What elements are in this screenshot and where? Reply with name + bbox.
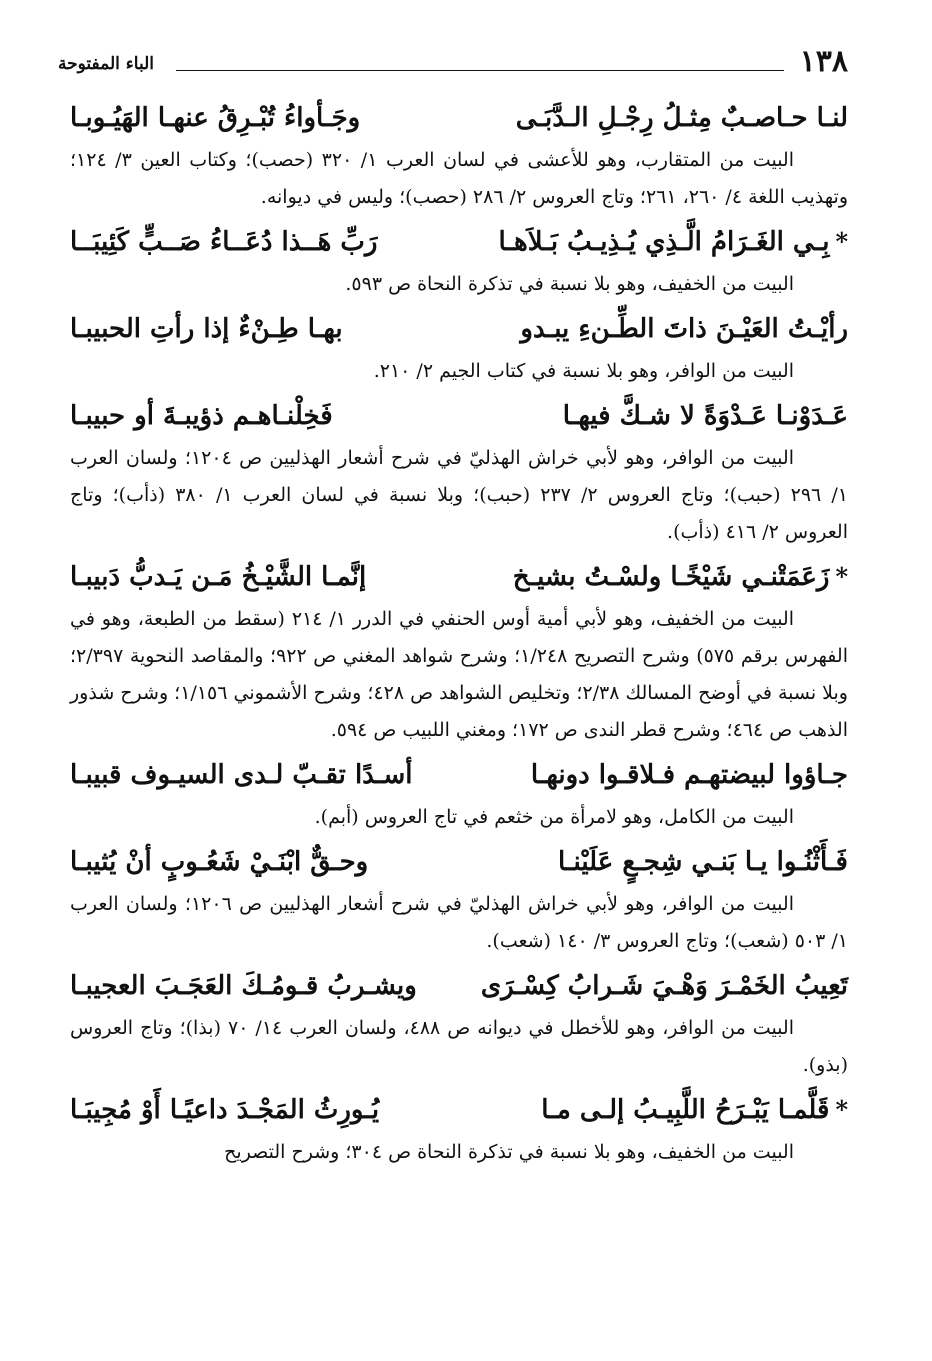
first-hemistich: فَـأَثْنُـوا يـا بَنـي شِجـعٍ عَلَيْنـا <box>557 847 848 877</box>
verse-note: البيت من الوافر، وهو لأبي خراش الهذليّ في شرح أشعار الهذليين ص ١٢٠٦؛ ولسان العرب ١/ ٥٠٣ (شعب)؛ وتاج العروس ٣/ ١٤٠ (شعب). <box>70 893 848 952</box>
first-hemistich: *زَعَمَتْنـي شَيْخًـا ولسْـتُ بشيـخ <box>512 562 848 592</box>
verse-note: البيت من الخفيف، وهو بلا نسبة في تذكرة النحاة ص ٣٠٤؛ وشرح التصريح <box>224 1141 794 1163</box>
verse-note: البيت من المتقارب، وهو للأعشى في لسان العرب ١/ ٣٢٠ (حصب)؛ وكتاب العين ٣/ ١٢٤؛ وتهذيب اللغة ٤/ ٢٦٠، ٢٦١؛ وتاج العروس ٢/ ٢٨٦ (حصب)؛ وليس في ديوانه. <box>70 149 848 208</box>
verse-line <box>70 840 848 886</box>
verse-entry <box>70 96 848 216</box>
verse-line <box>70 753 848 799</box>
verse-line <box>70 555 848 601</box>
verse-note: البيت من الكامل، وهو لامرأة من خثعم في تاج العروس (أبم). <box>314 806 794 828</box>
page-number: ١٣٨ <box>799 44 848 79</box>
first-hemistich: لنـا حـاصـبٌ مِثـلُ رِجْـلِ الـدَّبَـى <box>515 103 848 133</box>
second-hemistich: ويشـربُ قـومُـكَ العَجَـبَ العجيبـا <box>70 971 417 1001</box>
page-body <box>70 96 848 1175</box>
second-hemistich: وحـقٌّ ابْنَـيْ شَعُـوبٍ أنْ يُثيبـا <box>70 847 369 877</box>
verse-note: البيت من الوافر، وهو للأخطل في ديوانه ص ٤٨٨، ولسان العرب ١٤/ ٧٠ (بذا)؛ وتاج العروس (بذو). <box>70 1017 848 1076</box>
verse-note: البيت من الخفيف، وهو بلا نسبة في تذكرة النحاة ص ٥٩٣. <box>345 273 794 295</box>
chapter-title: الباء المفتوحة <box>58 54 154 74</box>
second-hemistich: إنَّمـا الشَّيْـخُ مَـن يَـدبُّ دَبيبـا <box>70 562 367 592</box>
verse-note: البيت من الوافر، وهو بلا نسبة في كتاب الجيم ٢/ ٢١٠. <box>373 360 794 382</box>
second-hemistich: رَبِّ هَــذا دُعَــاءُ صَــبٍّ كَئِيبَــا <box>69 227 378 257</box>
asterisk-marker: * <box>835 227 848 256</box>
verse-entry <box>70 394 848 551</box>
second-hemistich: بهـا طِـنْءٌ إذا رأتِ الحبيبـا <box>69 314 343 344</box>
verse-entry <box>70 753 848 836</box>
header-rule <box>176 70 784 71</box>
verse-note: البيت من الوافر، وهو لأبي خراش الهذليّ في شرح أشعار الهذليين ص ١٢٠٤؛ ولسان العرب ١/ ٢٩٦ (حبب)؛ وتاج العروس ٢/ ٢٣٧ (حبب)؛ وبلا نسبة في لسان العرب ١/ ٣٨٠ (ذأب)؛ وتاج العروس ٢/ ٤١٦ (ذأب). <box>70 447 848 543</box>
first-hemistich: *بِـي الغَـرَامُ الَّـذِي يُـذِيـبُ بَـلاَهـا <box>498 227 848 257</box>
page-header <box>58 44 848 80</box>
verse-entry <box>70 840 848 960</box>
verse-line <box>70 307 848 353</box>
asterisk-marker: * <box>835 1095 848 1124</box>
first-hemistich: تَعِيبُ الخَمْـرَ وَهْـيَ شَـرابُ كِسْـرَى <box>480 971 848 1001</box>
first-hemistich: رأيْـتُ العَيْـنَ ذاتَ الطِّـنءِ يبـدو <box>520 314 848 344</box>
first-hemistich: عَـدَوْنـا عَـدْوَةً لا شـكَّ فيهـا <box>562 401 848 431</box>
second-hemistich: وجَـأواءُ تُبْـرِقُ عنهـا الهَيُـوبـا <box>69 103 361 133</box>
second-hemistich: أسـدًا تقـبّ لـدى السيـوف قبيبـا <box>69 760 413 790</box>
verse-line <box>70 220 848 266</box>
second-hemistich: فَخِلْنـاهـم ذؤيبـةَ أو حبيبـا <box>69 401 333 431</box>
first-hemistich: *قَلَّمـا يَبْـرَحُ اللَّبِيـبُ إلـى مـا <box>541 1095 848 1125</box>
first-hemistich: جـاؤوا لبيضتهـم فـلاقـوا دونهـا <box>530 760 848 790</box>
verse-entry <box>70 1088 848 1171</box>
verse-line <box>70 394 848 440</box>
verse-note: البيت من الخفيف، وهو لأبي أمية أوس الحنفي في الدرر ١/ ٢١٤ (سقط من الطبعة، وهو في الفهرس برقم ٥٧٥) وشرح التصريح ١/٢٤٨؛ وشرح شواهد المغني ص ٩٢٢؛ والمقاصد النحوية ٢/٣٩٧؛ وبلا نسبة في أوضح المسالك ٢/٣٨؛ وتخليص الشواهد ص ٤٢٨؛ وشرح الأشموني ١/١٥٦؛ وشرح شذور الذهب ص ٤٦٤؛ وشرح قطر الندى ص ١٧٢؛ ومغني اللبيب ص ٥٩٤. <box>70 608 848 741</box>
verse-entry <box>70 964 848 1084</box>
verse-line <box>70 1088 848 1134</box>
asterisk-marker: * <box>835 562 848 591</box>
verse-line <box>70 964 848 1010</box>
second-hemistich: يُـورِثُ المَجْـدَ داعيًـا أَوْ مُجِيبَـا <box>70 1095 380 1125</box>
verse-entry <box>70 307 848 390</box>
verse-entry <box>70 220 848 303</box>
verse-entry <box>70 555 848 749</box>
verse-line <box>70 96 848 142</box>
